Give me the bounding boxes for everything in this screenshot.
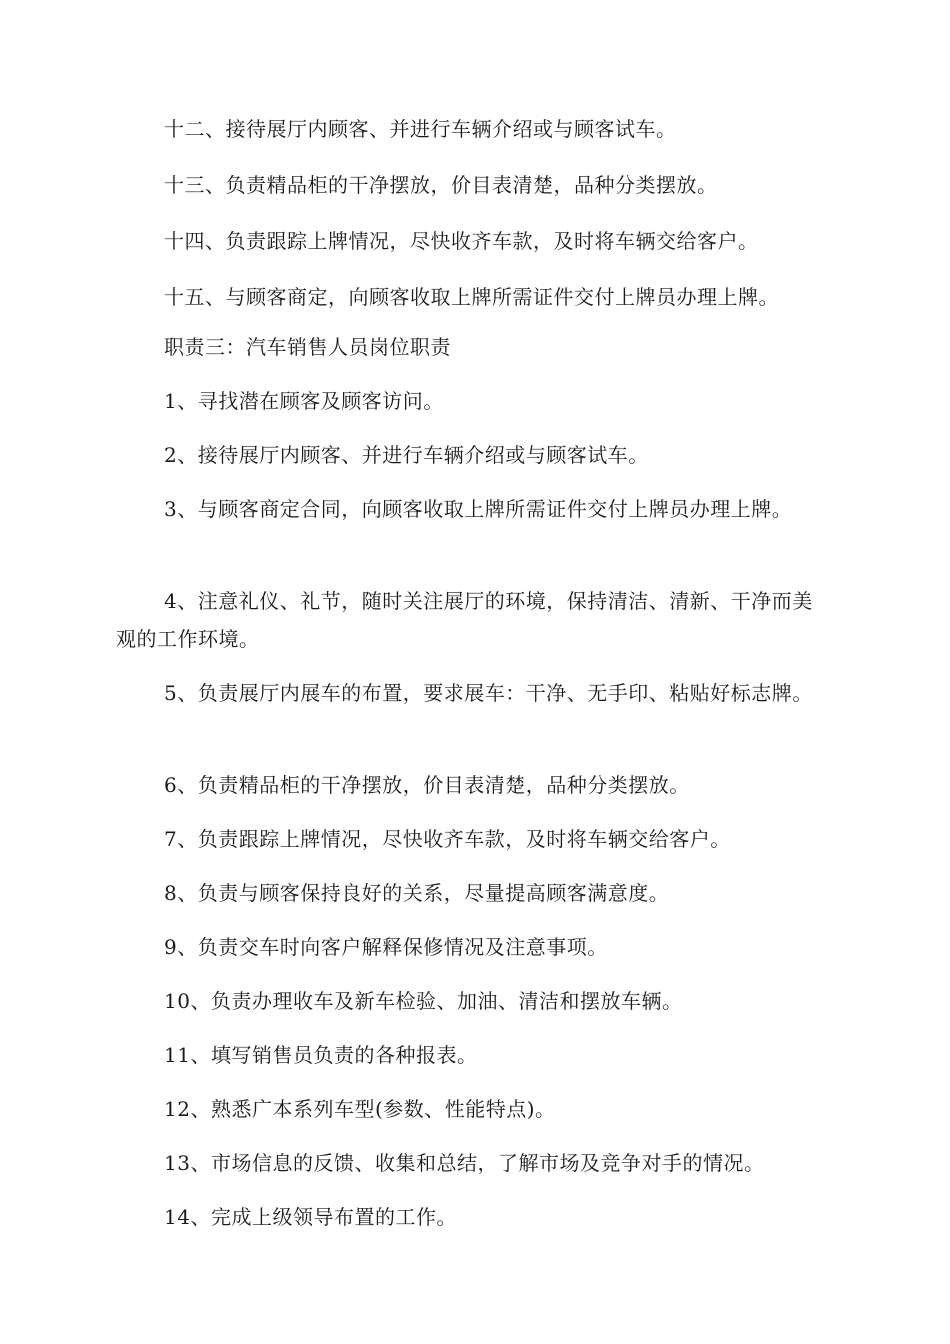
list-item-10: 10、负责办理收车及新车检验、加油、清洁和摆放车辆。: [164, 989, 683, 1013]
list-item-1: 1、寻找潜在顾客及顾客访问。: [164, 389, 444, 413]
list-item-2: 2、接待展厅内顾客、并进行车辆介绍或与顾客试车。: [164, 443, 649, 467]
paragraph-13: 十三、负责精品柜的干净摆放，价目表清楚，品种分类摆放。: [164, 173, 718, 197]
list-item-7: 7、负责跟踪上牌情况，尽快收齐车款，及时将车辆交给客户。: [164, 827, 731, 851]
list-item-9: 9、负责交车时向客户解释保修情况及注意事项。: [164, 935, 608, 959]
list-item-5: 5、负责展厅内展车的布置，要求展车：干净、无手印、粘贴好标志牌。: [164, 681, 813, 705]
paragraph-12: 十二、接待展厅内顾客、并进行车辆介绍或与顾客试车。: [164, 117, 677, 141]
paragraph-15: 十五、与顾客商定，向顾客收取上牌所需证件交付上牌员办理上牌。: [164, 285, 779, 309]
list-item-6: 6、负责精品柜的干净摆放，价目表清楚，品种分类摆放。: [164, 773, 690, 797]
list-item-12: 12、熟悉广本系列车型(参数、性能特点)。: [164, 1097, 556, 1121]
list-item-3: 3、与顾客商定合同，向顾客收取上牌所需证件交付上牌员办理上牌。: [164, 497, 793, 521]
list-item-14: 14、完成上级领导布置的工作。: [164, 1205, 457, 1229]
list-item-8: 8、负责与顾客保持良好的关系，尽量提高顾客满意度。: [164, 881, 670, 905]
list-item-13: 13、市场信息的反馈、收集和总结，了解市场及竞争对手的情况。: [164, 1151, 765, 1175]
list-item-11: 11、填写销售员负责的各种报表。: [164, 1043, 478, 1067]
paragraph-14: 十四、负责跟踪上牌情况，尽快收齐车款，及时将车辆交给客户。: [164, 229, 759, 253]
section-heading-duty-3: 职责三：汽车销售人员岗位职责: [164, 335, 451, 359]
list-item-4: 4、注意礼仪、礼节，随时关注展厅的环境，保持清洁、清新、干净而美观的工作环境。: [116, 589, 813, 651]
